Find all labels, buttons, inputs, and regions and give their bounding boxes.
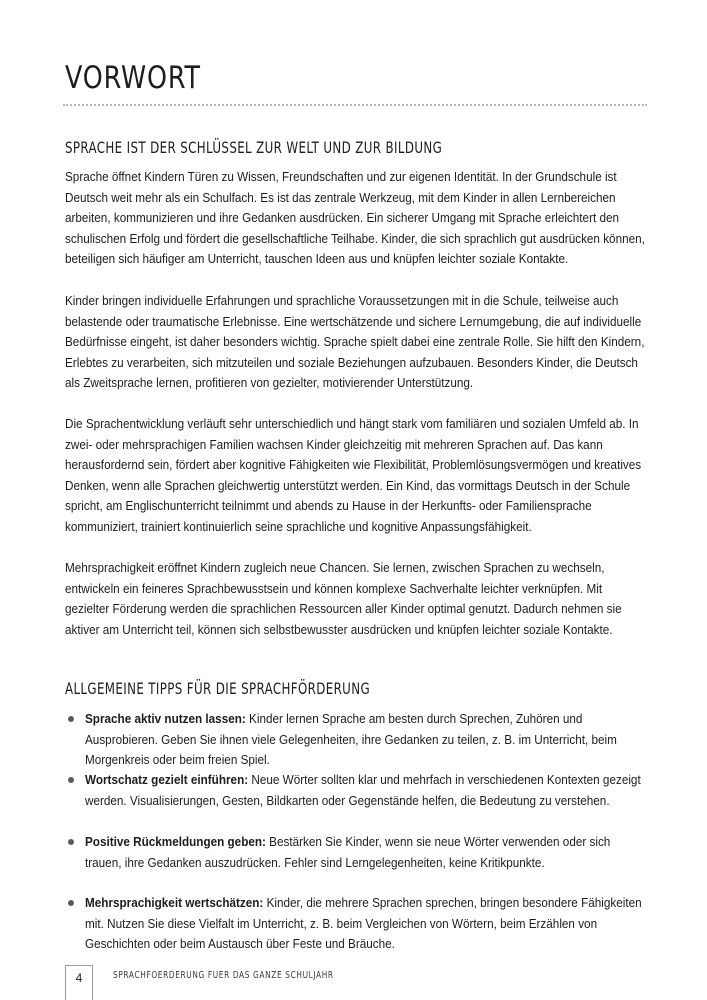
list-item (65, 770, 647, 832)
tip-content (85, 893, 648, 955)
tip-label: Mehrsprachigkeit wertschätzen: (85, 896, 264, 910)
paragraph-text: Kinder bringen individuelle Erfahrungen und sprachliche Voraussetzungen mit in die Schule, teilweise auch belastende oder traumatische Erlebnisse. Eine wertschätzende und sichere Lernumgebung, die auf individuelle Bedürfnisse eingeht, ist daher besonders wichtig. Sprache spielt dabei eine zentrale Rolle. Sie hilft den Kindern, Erlebtes zu verarbeiten, sich mitzuteilen und soziale Beziehungen aufzubauen. Besonders Kinder, die Deutsch als Zweitsprache lernen, profitieren von gezielter, motivierender Unterstützung. (65, 294, 645, 391)
list-item (65, 832, 647, 893)
paragraph-text: Mehrsprachigkeit eröffnet Kindern zugleich neue Chancen. Sie lernen, zwischen Sprachen zu wechseln, entwickeln ein feineres Sprachbewusstsein und können komplexe Sachverhalte leichter verknüpfen. Mit gezielter Förderung werden die sprachlichen Ressourcen aller Kinder optimal genutzt. Dadurch nehmen sie aktiver am Unterricht teil, können sich selbstbewusster ausdrücken und knüpfen leichter soziale Kontakte. (65, 561, 622, 637)
page-number: 4 (65, 965, 93, 1000)
footer-book-title: SPRACHFOERDERUNG FUER DAS GANZE SCHULJAHR (113, 970, 334, 981)
list-item (65, 709, 647, 770)
section-heading-language: SPRACHE IST DER SCHLÜSSEL ZUR WELT UND ZUR BILDUNG (65, 138, 443, 157)
tip-text: Neue Wörter sollten klar und mehrfach in verschiedenen Kontexten gezeigt werden. Visualisierungen, Gesten, Bildkarten oder Gegenstände helfen, die Bedeutung zu verstehen. (85, 773, 641, 808)
paragraph-text: Die Sprachentwicklung verläuft sehr unterschiedlich und hängt stark vom familiären und sozialen Umfeld ab. In zwei- oder mehrsprachigen Familien wachsen Kinder gleichzeitig mit mehreren Sprachen auf. Das kann herausfordernd sein, fördert aber kognitive Fähigkeiten wie Flexibilität, Problemlösungsvermögen und kreatives Denken, wenn alle Sprachen gleichwertig unterstützt werden. Ein Kind, das vormittags Deutsch in der Schule spricht, am Englischunterricht teilnimmt und abends zu Hause in der Herkunfts- oder Familiensprache kommuniziert, trainiert kontinuierlich seine sprachliche und kognitive Anpassungsfähigkeit. (65, 417, 642, 534)
list-item (65, 893, 647, 955)
paragraph-3 (65, 414, 647, 538)
paragraph-text: Sprache öffnet Kindern Türen zu Wissen, Freundschaften und zur eigenen Identität. In der Grundschule ist Deutsch weit mehr als ein Schulfach. Es ist das zentrale Werkzeug, mit dem Kinder in allen Lernbereichen arbeiten, kommunizieren und ihre Gedanken ausdrücken. Ein sicherer Umgang mit Sprache erleichtert den schulischen Erfolg und fördert die gesellschaftliche Teilhabe. Kinder, die sich sprachlich gut ausdrücken können, beteiligen sich häufiger am Unterricht, tauschen Ideen aus und knüpfen leichter soziale Kontakte. (65, 170, 645, 267)
bullet-icon (68, 839, 74, 845)
section-heading-tips: ALLGEMEINE TIPPS FÜR DIE SPRACHFÖRDERUNG (65, 679, 370, 698)
tip-content (85, 709, 648, 771)
tips-list (65, 709, 647, 955)
title-divider (63, 104, 647, 106)
page-title: VORWORT (65, 60, 201, 96)
tip-text: Kinder, die mehrere Sprachen sprechen, bringen besondere Fähigkeiten mit. Nutzen Sie diese Vielfalt im Unterricht, z. B. beim Vergleichen von Wörtern, beim Erzählen von Geschichten oder beim Austausch über Feste und Bräuche. (85, 896, 642, 952)
tip-label: Wortschatz gezielt einführen: (85, 773, 249, 787)
paragraph-1 (65, 167, 647, 270)
page-footer (65, 965, 665, 1000)
paragraph-4 (65, 558, 647, 640)
tip-label: Positive Rückmeldungen geben: (85, 835, 266, 849)
tip-content (85, 832, 648, 873)
tip-content (85, 770, 648, 811)
tip-text: Bestärken Sie Kinder, wenn sie neue Wörter verwenden oder sich trauen, ihre Gedanken auszudrücken. Fehler sind Lerngelegenheiten, keine Kritikpunkte. (85, 835, 611, 870)
bullet-icon (68, 716, 74, 722)
tip-text: Kinder lernen Sprache am besten durch Sprechen, Zuhören und Ausprobieren. Geben Sie ihnen viele Gelegenheiten, ihre Gedanken zu teilen, z. B. im Unterricht, beim Morgenkreis oder beim freien Spiel. (85, 712, 617, 768)
tip-label: Sprache aktiv nutzen lassen: (85, 712, 246, 726)
paragraph-2 (65, 291, 647, 394)
bullet-icon (68, 900, 74, 906)
bullet-icon (68, 777, 74, 783)
